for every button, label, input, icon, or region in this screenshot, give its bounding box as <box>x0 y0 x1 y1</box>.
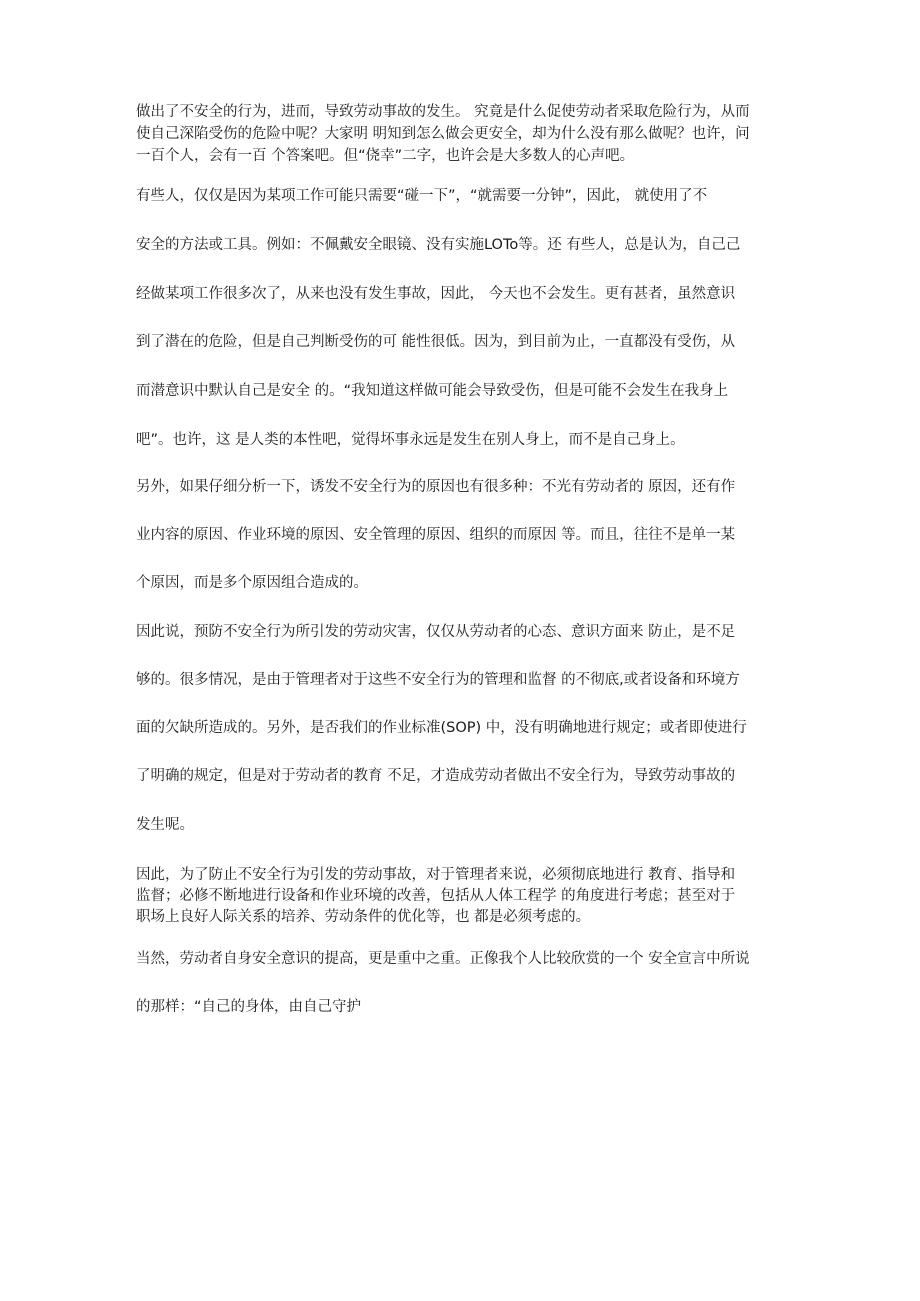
text-line: 发生呢。 <box>136 817 194 833</box>
text-line: 而潜意识中默认自己是安全 的。“我知道这样做可能会导致受伤，但是可能不会发生在我身上 <box>136 383 729 399</box>
text-line: 另外，如果仔细分析一下，诱发不安全行为的原因也有很多种：不光有劳动者的 原因，还有作 <box>136 479 736 495</box>
text-line: 因此，为了防止不安全行为引发的劳动事故，对于管理者来说，必须彻底地进行 教育、指导和 <box>136 867 736 883</box>
text-line: 到了潜在的危险，但是自己判断受伤的可 能性很低。因为，到目前为止，一直都没有受伤，从 <box>136 334 736 350</box>
text-line: 当然，劳动者自身安全意识的提高，更是重中之重。正像我个人比较欣赏的一个 安全宣言中所说 <box>136 951 750 967</box>
text-line: 监督；必修不断地进行设备和作业环境的改善，包括从人体工程学 的角度进行考虑；甚至对于 <box>136 888 736 904</box>
text-line: 业内容的原因、作业环境的原因、安全管理的原因、组织的而原因 等。而且，往往不是单一某 <box>136 527 736 543</box>
text-line: 吧”。也许，这 是人类的本性吧，觉得坏事永远是发生在别人身上，而不是自己身上。 <box>136 432 685 448</box>
text-line: 使自己深陷受伤的危险中呢？大家明 明知到怎么做会更安全，却为什么没有那么做呢？也许，问 <box>136 126 750 142</box>
text-line: 经做某项工作很多次了，从来也没有发生事故，因此， 今天也不会发生。更有甚者，虽然意识 <box>136 286 736 302</box>
text-line: 有些人，仅仅是因为某项工作可能只需要“碰一下”，“就需要一分钟”，因此， 就使用了不 <box>136 188 708 204</box>
text-line: 安全的方法或工具。例如：不佩戴安全眼镜、没有实施LOTo等。还 有些人，总是认为，自己己 <box>136 237 741 253</box>
text-line: 做出了不安全的行为，进而，导致劳动事故的发生。 究竟是什么促使劳动者采取危险行为，从而 <box>136 104 750 120</box>
text-line: 一百个人，会有一百 个答案吧。但“侥幸”二字，也许会是大多数人的心声吧。 <box>136 148 635 164</box>
text-line: 职场上良好人际关系的培养、劳动条件的优化等，也 都是必须考虑的。 <box>136 909 591 925</box>
text-line: 的那样：“自己的身体，由自己守护 <box>136 999 362 1015</box>
text-line: 因此说，预防不安全行为所引发的劳动灾害，仅仅从劳动者的心态、意识方面来 防止，是不足 <box>136 624 736 640</box>
text-line: 够的。很多情况，是由于管理者对于这些不安全行为的管理和监督 的不彻底,或者设备和环境方 <box>136 672 740 688</box>
text-line: 个原因，而是多个原因组合造成的。 <box>136 575 368 591</box>
text-line: 了明确的规定，但是对于劳动者的教育 不足，才造成劳动者做出不安全行为，导致劳动事故的 <box>136 768 736 784</box>
text-line: 面的欠缺所造成的。另外，是否我们的作业标准(SOP) 中，没有明确地进行规定；或者即使进行 <box>136 720 747 736</box>
